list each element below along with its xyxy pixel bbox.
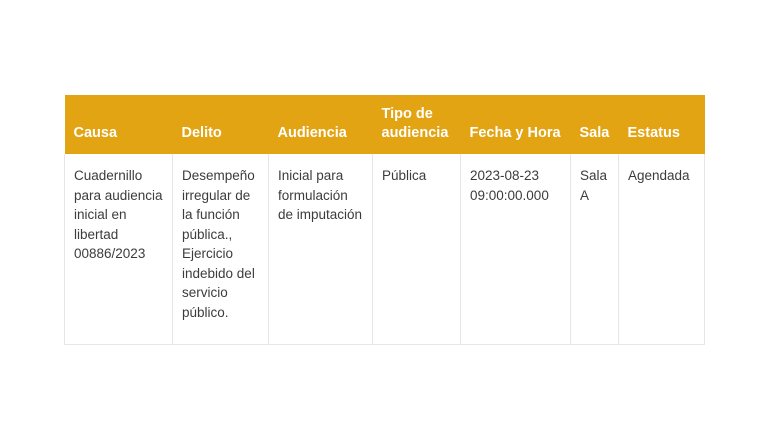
table-body: [65, 154, 705, 344]
cell-audiencia: Inicial para formulación de imputación: [269, 154, 373, 344]
hearings-table: [64, 95, 705, 345]
column-header-causa: Causa: [65, 95, 173, 154]
cell-delito: Desempeño irregular de la función pública., Ejercicio indebido del servicio público.: [173, 154, 269, 344]
column-header-sala: Sala: [571, 95, 619, 154]
cell-sala: Sala A: [571, 154, 619, 344]
column-header-audiencia: Audiencia: [269, 95, 373, 154]
cell-causa: Cuadernillo para audiencia inicial en libertad 00886/2023: [65, 154, 173, 344]
table-row: [65, 154, 705, 344]
column-header-tipo-de-audiencia: Tipo de audiencia: [373, 95, 461, 154]
table-header: [65, 95, 705, 154]
column-header-delito: Delito: [173, 95, 269, 154]
column-header-fecha-y-hora: Fecha y Hora: [461, 95, 571, 154]
column-header-estatus: Estatus: [619, 95, 705, 154]
cell-estatus: Agendada: [619, 154, 705, 344]
schedule-table-container: [64, 95, 704, 345]
cell-fecha-y-hora: 2023-08-23 09:00:00.000: [461, 154, 571, 344]
cell-tipo-de-audiencia: Pública: [373, 154, 461, 344]
table-header-row: [65, 95, 705, 154]
